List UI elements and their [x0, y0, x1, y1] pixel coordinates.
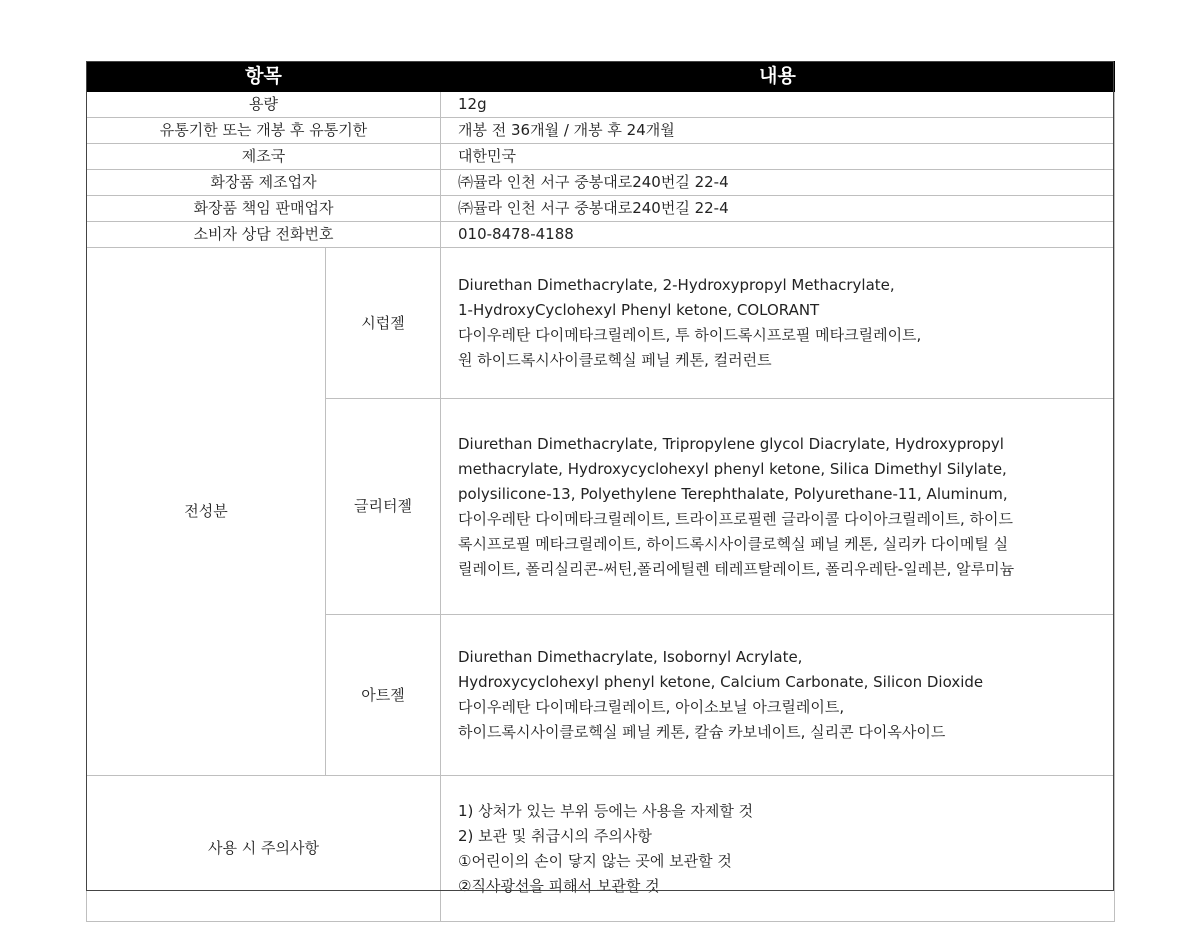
ingredient-line: 릴레이트, 폴리실리콘-써틴,폴리에틸렌 테레프탈레이트, 폴리우레탄-일레븐, 알루미늄 — [458, 559, 1015, 578]
row-value: 대한민국 — [441, 144, 1115, 170]
caution-line: ②직사광선을 피해서 보관할 것 — [458, 876, 660, 895]
table-row-manufacturer — [87, 170, 1115, 196]
row-label: 소비자 상담 전화번호 — [87, 222, 441, 248]
ingredient-line: 다이우레탄 다이메타크릴레이트, 아이소보닐 아크릴레이트, — [458, 698, 845, 716]
ingredient-line: 하이드록시사이클로헥실 페닐 케톤, 칼슘 카보네이트, 실리콘 다이옥사이드 — [458, 723, 946, 741]
product-name: 글리터젤 — [326, 399, 441, 615]
product-info-table — [86, 61, 1115, 922]
ingredient-list — [441, 248, 1115, 399]
table-row-ingredients-syrup — [87, 248, 1115, 399]
caution-line: 1) 상처가 있는 부위 등에는 사용을 자제할 것 — [458, 801, 754, 820]
row-value: 010-8478-4188 — [441, 222, 1115, 248]
product-name: 시럽젤 — [326, 248, 441, 399]
table-row-phone — [87, 222, 1115, 248]
ingredient-line: 록시프로필 메타크릴레이트, 하이드록시사이클로헥실 페닐 케톤, 실리카 다이메틸 실 — [458, 534, 1009, 553]
table-row-country — [87, 144, 1115, 170]
caution-line: 2) 보관 및 취급시의 주의사항 — [458, 826, 652, 845]
ingredients-label: 전성분 — [87, 248, 326, 776]
ingredient-line: Diurethan Dimethacrylate, 2-Hydroxypropyl Methacrylate, — [458, 276, 895, 294]
row-value: ㈜뮬라 인천 서구 중봉대로240번길 22-4 — [441, 196, 1115, 222]
row-value: ㈜뮬라 인천 서구 중봉대로240번길 22-4 — [441, 170, 1115, 196]
ingredient-line: 1-HydroxyCyclohexyl Phenyl ketone, COLORANT — [458, 301, 820, 319]
ingredient-line: 다이우레탄 다이메타크릴레이트, 트라이프로필렌 글라이콜 다이아크릴레이트, 하이드 — [458, 509, 1014, 528]
row-label: 유통기한 또는 개봉 후 유통기한 — [87, 118, 441, 144]
row-label: 화장품 책임 판매업자 — [87, 196, 441, 222]
table-row-seller — [87, 196, 1115, 222]
caution-line: ①어린이의 손이 닿지 않는 곳에 보관할 것 — [458, 851, 732, 870]
caution-label: 사용 시 주의사항 — [87, 776, 441, 922]
ingredient-line: polysilicone-13, Polyethylene Terephthalate, Polyurethane-11, Aluminum, — [458, 484, 1008, 503]
ingredient-line: Diurethan Dimethacrylate, Isobornyl Acrylate, — [458, 648, 803, 666]
ingredient-list — [441, 399, 1115, 615]
header-item: 항목 — [87, 62, 441, 92]
ingredient-line: 다이우레탄 다이메타크릴레이트, 투 하이드록시프로필 메타크릴레이트, — [458, 326, 922, 344]
row-value: 12g — [441, 92, 1115, 118]
table-header — [87, 62, 1115, 92]
caution-list — [441, 776, 1115, 922]
ingredient-line: 원 하이드록시사이클로헥실 페닐 케톤, 컬러런트 — [458, 351, 772, 369]
ingredient-line: methacrylate, Hydroxycyclohexyl phenyl ketone, Silica Dimethyl Silylate, — [458, 459, 1007, 478]
row-value: 개봉 전 36개월 / 개봉 후 24개월 — [441, 118, 1115, 144]
row-label: 화장품 제조업자 — [87, 170, 441, 196]
header-content: 내용 — [441, 62, 1115, 92]
table-row-expiry — [87, 118, 1115, 144]
ingredient-line: Hydroxycyclohexyl phenyl ketone, Calcium Carbonate, Silicon Dioxide — [458, 673, 984, 691]
product-name: 아트젤 — [326, 615, 441, 776]
ingredient-line: Diurethan Dimethacrylate, Tripropylene glycol Diacrylate, Hydroxypropyl — [458, 434, 1004, 453]
row-label: 제조국 — [87, 144, 441, 170]
ingredient-list — [441, 615, 1115, 776]
table-row-caution — [87, 776, 1115, 922]
table-row-capacity — [87, 92, 1115, 118]
row-label: 용량 — [87, 92, 441, 118]
